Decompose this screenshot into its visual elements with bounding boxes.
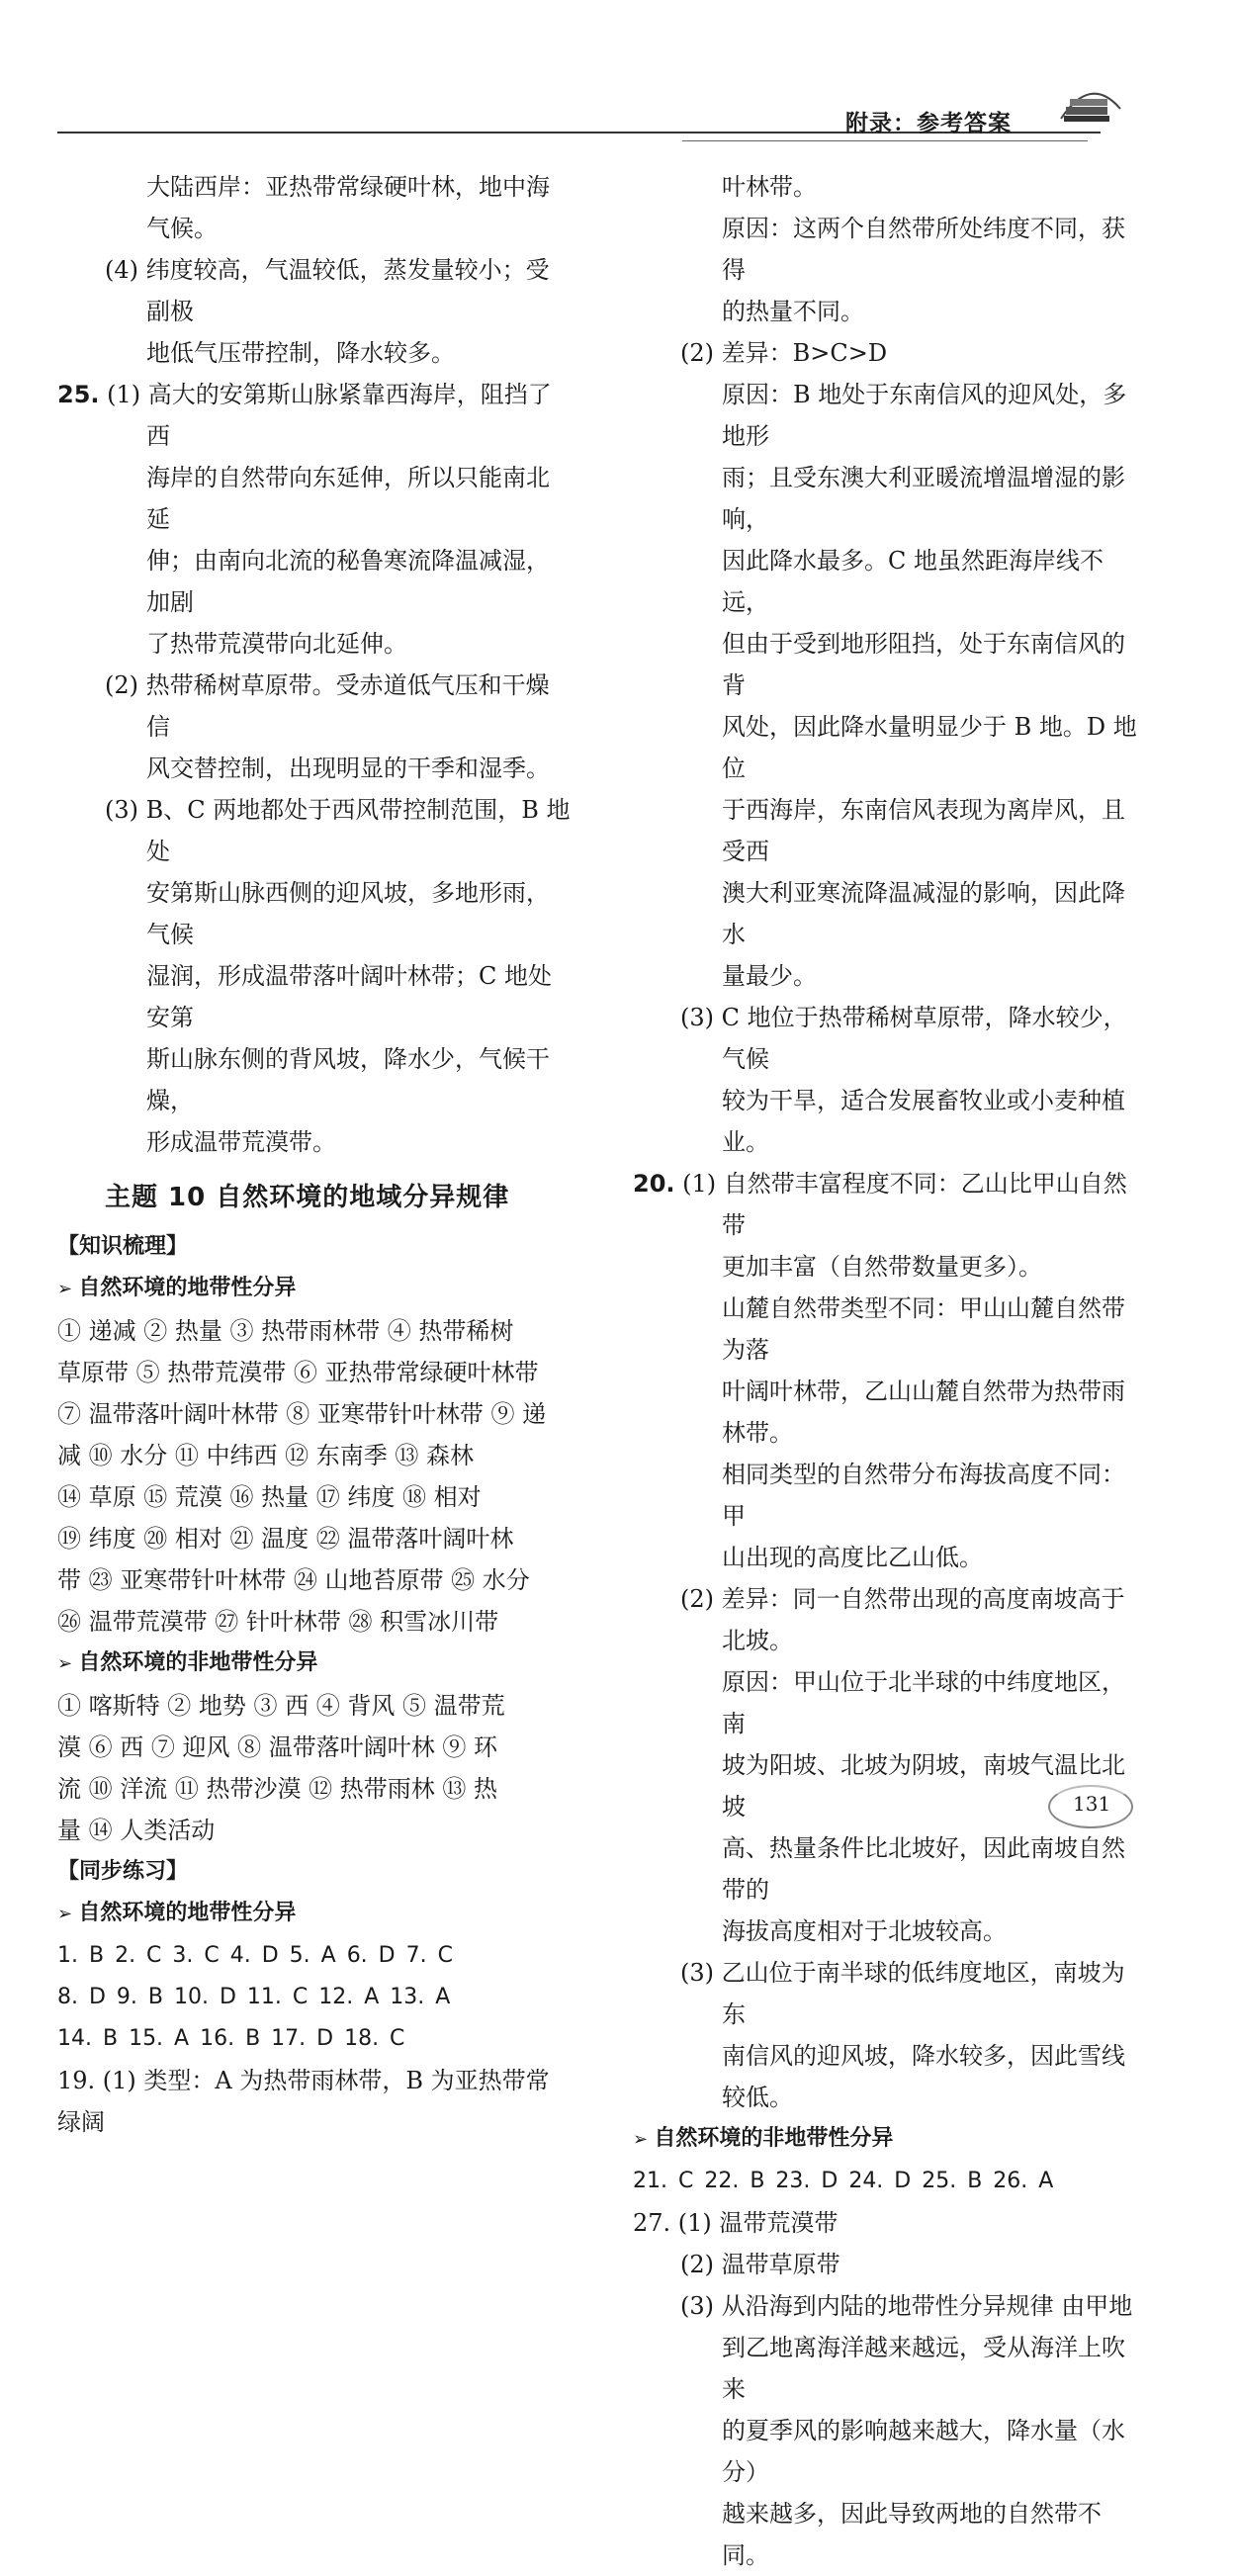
text-line: 于西海岸，东南信风表现为离岸风，且受西 <box>722 796 1125 865</box>
header-title: 附录：参考答案 <box>845 111 1012 136</box>
text-line: (2) 温带草原带 <box>680 2251 840 2278</box>
text-line: ㉖ 温带荒漠带 ㉗ 针叶林带 ㉘ 积雪冰川带 <box>57 1608 499 1636</box>
text-line: 27. (1) 温带荒漠带 <box>633 2209 839 2237</box>
text-line: (2) 差异：同一自然带出现的高度南坡高于 <box>680 1585 1125 1613</box>
text-line: ⑦ 温带落叶阔叶林带 ⑧ 亚寒带针叶林带 ⑨ 递 <box>57 1400 547 1428</box>
text-line: 更加丰富（自然带数量更多）。 <box>722 1253 1042 1281</box>
text-line: 大陆西岸：亚热带常绿硬叶林，地中海 <box>146 173 550 201</box>
text-line: 19. (1) 类型：A 为热带雨林带，B 为亚热带常绿阔 <box>57 2067 550 2136</box>
text-line: 伸；由南向北流的秘鲁寒流降温减湿，加剧 <box>146 547 550 616</box>
text-line: 南信风的迎风坡，降水较多，因此雪线 <box>722 2042 1125 2070</box>
text-line: (3) C 地位于热带稀树草原带，降水较少，气候 <box>680 1004 1127 1073</box>
text-line: 雨；且受东澳大利亚暖流增温增湿的影响， <box>722 464 1125 533</box>
text-line: 安第斯山脉西侧的迎风坡，多地形雨，气候 <box>146 879 550 948</box>
text-line: (3) 乙山位于南半球的低纬度地区，南坡为东 <box>680 1959 1125 2028</box>
text-line: 的热量不同。 <box>722 298 864 325</box>
text-line: 原因：这两个自然带所处纬度不同，获得 <box>722 215 1125 284</box>
text-line: 形成温带荒漠带。 <box>146 1128 336 1156</box>
text-line: 较为干旱，适合发展畜牧业或小麦种植业。 <box>722 1087 1125 1156</box>
section-heading-practice: 【同步练习】 <box>57 1859 189 1884</box>
text-line: 了热带荒漠带向北延伸。 <box>146 630 407 658</box>
question-number: 20. <box>633 1170 675 1198</box>
text-line: 高、热量条件比北坡好，因此南坡自然带的 <box>722 1834 1125 1904</box>
answer-row: 1. B 2. C 3. C 4. D 5. A 6. D 7. C <box>57 1943 453 1968</box>
text-line: 坡为阳坡、北坡为阴坡，南坡气温比北坡 <box>722 1751 1125 1821</box>
text-line: 气候。 <box>146 215 218 242</box>
text-line: 但由于受到地形阻挡，处于东南信风的背 <box>722 630 1125 699</box>
text-line: 原因：甲山位于北半球的中纬度地区，南 <box>722 1668 1125 1737</box>
text-line: 叶阔叶林带，乙山山麓自然带为热带雨林带。 <box>722 1377 1125 1447</box>
text-line: 风处，因此降水量明显少于 B 地。D 地位 <box>722 713 1137 782</box>
text-line: 的夏季风的影响越来越大，降水量（水分） <box>722 2417 1125 2486</box>
text-line: (3) 从沿海到内陆的地带性分异规律 由甲地 <box>680 2292 1133 2320</box>
text-line: 山麓自然带类型不同：甲山山麓自然带为落 <box>722 1294 1125 1364</box>
text-line: (2) 热带稀树草原带。受赤道低气压和干燥信 <box>105 671 550 741</box>
right-column <box>633 166 1137 2576</box>
text-line: 较低。 <box>722 2084 793 2111</box>
subsection-heading: ➢ 自然环境的非地带性分异 <box>57 1643 572 1685</box>
text-line: 叶林带。 <box>722 173 817 201</box>
text-line: ⑭ 草原 ⑮ 荒漠 ⑯ 热量 ⑰ 纬度 ⑱ 相对 <box>57 1483 482 1511</box>
text-line: 漠 ⑥ 西 ⑦ 迎风 ⑧ 温带落叶阔叶林 ⑨ 环 <box>57 1733 498 1761</box>
text-line: 北坡。 <box>722 1627 793 1654</box>
text-line: 地低气压带控制，降水较多。 <box>146 339 455 367</box>
text-line: (1) 高大的安第斯山脉紧靠西海岸，阻挡了西 <box>107 381 552 450</box>
text-line: 量 ⑭ 人类活动 <box>57 1817 216 1844</box>
page-number: 131 <box>1073 1792 1111 1816</box>
text-line: 减 ⑩ 水分 ⑪ 中纬西 ⑫ 东南季 ⑬ 森林 <box>57 1442 475 1469</box>
text-line: (4) 纬度较高，气温较低，蒸发量较小；受副极 <box>105 256 550 325</box>
text-line: (1) 自然带丰富程度不同：乙山比甲山自然带 <box>682 1170 1127 1239</box>
section-heading-knowledge: 【知识梳理】 <box>57 1234 189 1259</box>
text-line: 澳大利亚寒流降温减湿的影响，因此降水 <box>722 879 1125 948</box>
text-line: 湿润，形成温带落叶阔叶林带；C 地处安第 <box>146 962 552 1031</box>
text-line: ⑲ 纬度 ⑳ 相对 ㉑ 温度 ㉒ 温带落叶阔叶林 <box>57 1525 514 1553</box>
text-line: (2) 差异：B>C>D <box>680 339 888 367</box>
book-stack-icon <box>1056 79 1125 138</box>
subsection-heading: ➢ 自然环境的地带性分异 <box>57 1893 572 1935</box>
text-line: (3) B、C 两地都处于西风带控制范围，B 地处 <box>105 796 571 865</box>
text-line: 因此降水最多。C 地虽然距海岸线不远， <box>722 547 1104 616</box>
topic-heading: 主题 10 自然环境的地域分异规律 <box>105 1183 510 1212</box>
answer-row: 8. D 9. B 10. D 11. C 12. A 13. A <box>57 1985 451 2009</box>
text-line: 原因：B 地处于东南信风的迎风处，多地形 <box>722 381 1127 450</box>
text-line: 斯山脉东侧的背风坡，降水少，气候干燥， <box>146 1045 550 1114</box>
text-line: ① 递减 ② 热量 ③ 热带雨林带 ④ 热带稀树 <box>57 1317 514 1345</box>
text-line: 到乙地离海洋越来越远，受从海洋上吹来 <box>722 2334 1125 2403</box>
text-line: 山出现的高度比乙山低。 <box>722 1544 983 1571</box>
question-number: 25. <box>57 381 100 408</box>
text-line: 流 ⑩ 洋流 ⑪ 热带沙漠 ⑫ 热带雨林 ⑬ 热 <box>57 1775 498 1803</box>
text-line: 带 ㉓ 亚寒带针叶林带 ㉔ 山地苔原带 ㉕ 水分 <box>57 1566 530 1594</box>
question-25-part-1 <box>57 374 572 457</box>
answer-row: 14. B 15. A 16. B 17. D 18. C <box>57 2026 405 2051</box>
header-rule-thin <box>682 140 1088 141</box>
text-line: 相同类型的自然带分布海拔高度不同：甲 <box>722 1461 1125 1530</box>
text-line: 草原带 ⑤ 热带荒漠带 ⑥ 亚热带常绿硬叶林带 <box>57 1359 539 1386</box>
text-line: 风交替控制，出现明显的干季和湿季。 <box>146 755 550 782</box>
subsection-heading: ➢ 自然环境的非地带性分异 <box>633 2118 1137 2161</box>
answer-row: 21. C 22. B 23. D 24. D 25. B 26. A <box>633 2169 1054 2193</box>
question-20-part-1 <box>633 1163 1137 1246</box>
text-line: 量最少。 <box>722 962 817 990</box>
left-column <box>57 166 572 2143</box>
text-line: ① 喀斯特 ② 地势 ③ 西 ④ 背风 ⑤ 温带荒 <box>57 1692 505 1720</box>
text-line: 越来越多，因此导致两地的自然带不同。 <box>722 2500 1102 2569</box>
text-line: 海岸的自然带向东延伸，所以只能南北延 <box>146 464 550 533</box>
subsection-heading: ➢ 自然环境的地带性分异 <box>57 1268 572 1310</box>
text-line: 海拔高度相对于北坡较高。 <box>722 1917 1007 1945</box>
